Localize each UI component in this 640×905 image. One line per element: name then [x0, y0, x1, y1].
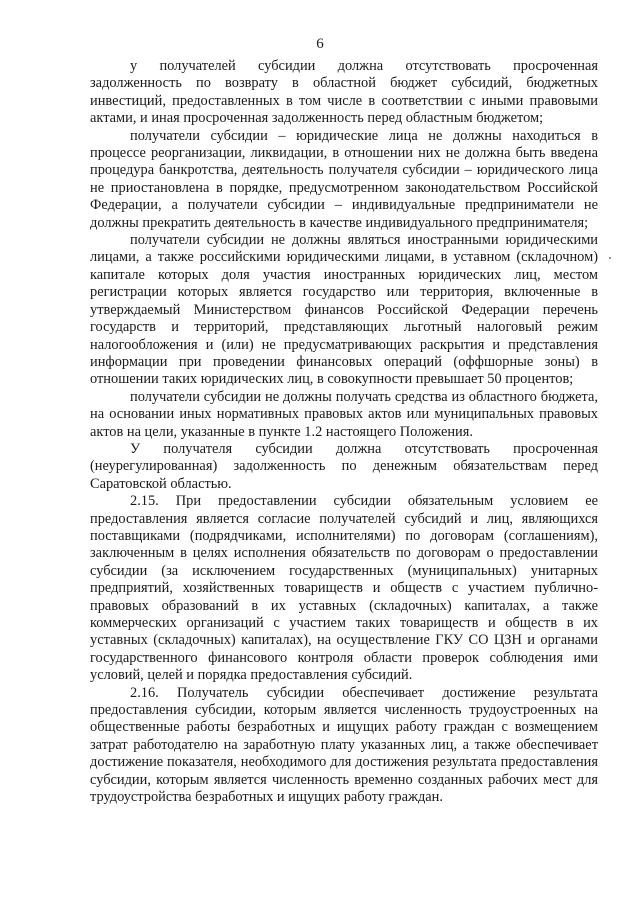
paragraph-no-overdue-debt: у получателей субсидии должна отсутствовать просроченная задолженность по возврату в областной бюджет субсидий, бюджетных инвестиций, предоставленных в том числе в соответствии с иными правовыми актами, и иная просроченная задолженность перед областным бюджетом;: [90, 58, 598, 127]
page-number: 6: [316, 36, 324, 52]
paragraph-section-2-16: 2.16. Получатель субсидии обеспечивает достижение результата предоставления субсидии, которым является численность трудоустроенных на общественные работы безработных и ищущих работу граждан с возмещением затрат работодателю на заработную плату указанных лиц, а также обеспечивает достижение показателя, необходимого для достижения результата предоставления субсидии, которым является численность временно созданных рабочих мест для трудоустройства безработных и ищущих работу граждан.: [90, 684, 598, 806]
paragraph-no-reorganization: получатели субсидии – юридические лица не должны находиться в процессе реорганизации, ликвидации, в отношении них не должна быть введена процедура банкротства, деятельность получателя субсидии – юридического лица не приостановлена в порядке, предусмотренном законодательством Российской Федерации, а получатели субсидии – индивидуальные предприниматели не должны прекратить деятельность в качестве индивидуального предпринимателя;: [90, 127, 598, 231]
scan-speck: [609, 257, 611, 259]
paragraph-no-other-funding: получатели субсидии не должны получать средства из областного бюджета, на основании иных нормативных правовых актов или муниципальных правовых актов на цели, указанные в пункте 1.2 настоящего Положения.: [90, 388, 598, 440]
paragraph-not-foreign-entity: получатели субсидии не должны являться иностранными юридическими лицами, а также российскими юридическими лицами, в уставном (складочном) капитале которых доля участия иностранных юридических лиц, местом регистрации которых является государство или территория, включенные в утверждаемый Министерством финансов Российской Федерации перечень государств и территорий, представляющих льготный налоговый режим налогообложения и (или) не предусматривающих раскрытия и представления информации при проведении финансовых операций (оффшорные зоны) в отношении таких юридических лиц, в совокупности превышает 50 процентов;: [90, 232, 598, 388]
paragraph-no-debt-to-region: У получателя субсидии должна отсутствовать просроченная (неурегулированная) задолженность по денежным обязательствам перед Саратовской областью.: [90, 440, 598, 492]
paragraph-section-2-15: 2.15. При предоставлении субсидии обязательным условием ее предоставления является согласие получателей субсидий и лиц, являющихся поставщиками (подрядчиками, исполнителями) по договорам (соглашениям), заключенным в целях исполнения обязательств по договорам о предоставлении субсидии (за исключением государственных (муниципальных) унитарных предприятий, хозяйственных товариществ и обществ с участием публично-правовых образований в их уставных (складочных) капиталах, а также коммерческих организаций с участием таких товариществ и обществ в их уставных (складочных) капиталах), на осуществление ГКУ СО ЦЗН и органами государственного финансового контроля области проверок соблюдения ими условий, целей и порядка предоставления субсидий.: [90, 493, 598, 684]
document-body: [90, 58, 598, 806]
